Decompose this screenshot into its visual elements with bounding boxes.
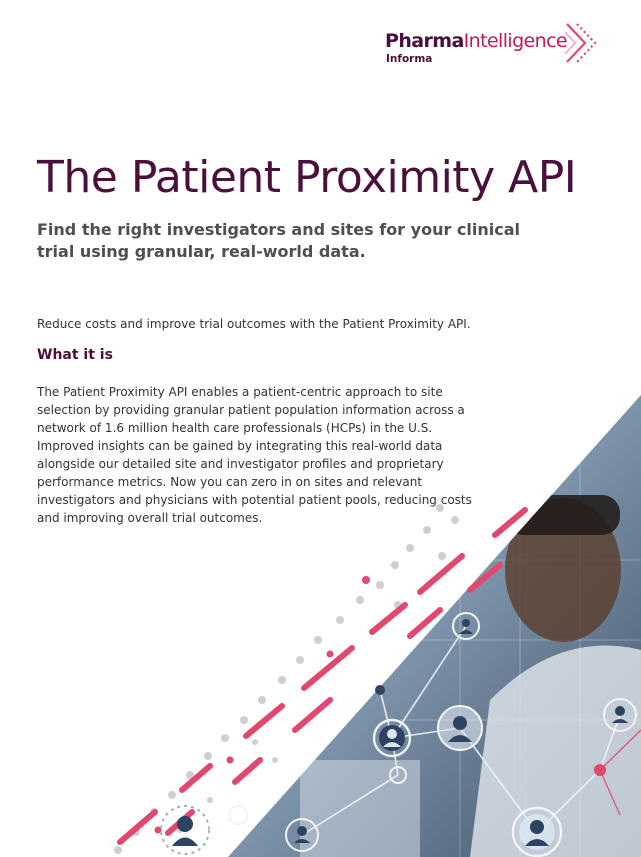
page-subtitle: Find the right investigators and sites for your clinical trial using granular, real-world data.	[37, 220, 521, 261]
page-title: The Patient Proximity API	[37, 152, 577, 203]
logo-intelligence-text: Intelligence	[463, 30, 568, 52]
section-body: The Patient Proximity API enables a patient-centric approach to site selection by providing granular patient population information across a network of 1.6 million health care professionals (HCPs) in the U.S. Improved insights can be gained by integrating this real-world data alongside our detailed site and investigator profiles and proprietary performance metrics. Now you can zero in on sites and relevant investigators and physicians with potential patient pools, reducing costs and improving overall trial outcomes.	[37, 385, 472, 525]
logo-pharma-text: Pharma	[385, 30, 464, 52]
logo-wordmark	[385, 30, 567, 52]
intro-paragraph: Reduce costs and improve trial outcomes with the Patient Proximity API.	[37, 317, 471, 331]
chevron-logo-icon	[563, 18, 605, 68]
brand-logo	[385, 30, 610, 70]
logo-informa-text: Informa	[386, 53, 433, 65]
section-heading: What it is	[37, 347, 113, 363]
